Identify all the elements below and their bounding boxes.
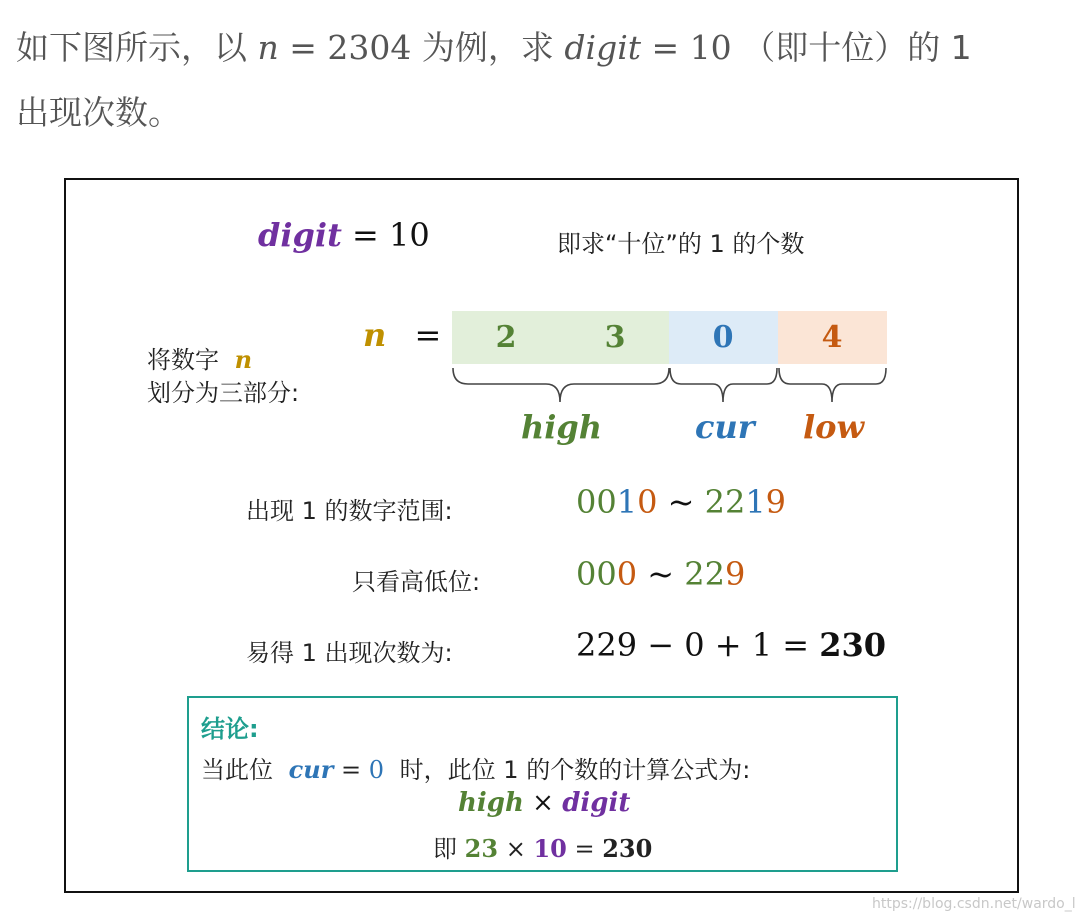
low-cell xyxy=(778,311,887,364)
digit-0: 0 xyxy=(712,320,734,355)
hilo-to-high: 22 xyxy=(684,555,725,593)
intro-equals-1: = xyxy=(289,28,317,67)
count-result: 230 xyxy=(819,626,887,664)
n-equals: = xyxy=(414,316,442,354)
count-expression xyxy=(576,626,886,664)
intro-n-variable: n xyxy=(257,28,279,67)
range-label: 出现 1 的数字范围: xyxy=(246,497,453,525)
hilo-to-low: 9 xyxy=(724,555,746,593)
range-to-cur: 1 xyxy=(745,483,766,521)
high-cell xyxy=(452,311,669,364)
range-from-high: 00 xyxy=(576,483,617,521)
range-from-low: 0 xyxy=(637,483,658,521)
range-to-low: 9 xyxy=(765,483,787,521)
cur-brace xyxy=(669,366,779,406)
count-label: 易得 1 出现次数为: xyxy=(246,639,453,667)
digit-3: 3 xyxy=(604,320,626,355)
range-expression xyxy=(576,483,786,521)
cur-label: cur xyxy=(695,408,755,446)
split-label-text: 将数字 xyxy=(147,346,219,374)
conclusion-line-1 xyxy=(201,750,750,785)
digit-definition xyxy=(258,216,430,254)
hilo-label: 只看高低位: xyxy=(352,568,481,596)
conclusion-text-post: 时，此位 1 的个数的计算公式为: xyxy=(399,756,751,784)
conclusion-text-pre: 当此位 xyxy=(201,756,273,784)
digit-equals-value: = 10 xyxy=(352,216,430,254)
range-from-cur: 1 xyxy=(616,483,638,521)
conclusion-cur-var: cur xyxy=(288,755,334,784)
watermark: https://blog.csdn.net/wardo_l xyxy=(872,896,1076,912)
low-brace xyxy=(778,366,888,406)
n-equation-label xyxy=(363,316,441,354)
conclusion-equals: = xyxy=(341,756,362,784)
split-label-line-2: 划分为三部分: xyxy=(147,379,300,407)
conclusion-formula xyxy=(458,788,630,818)
example-times: × xyxy=(505,835,526,863)
intro-n-value: 2304 xyxy=(327,28,412,67)
example-equals: = xyxy=(574,835,595,863)
example-result: 230 xyxy=(602,834,653,863)
low-label: low xyxy=(803,408,865,446)
intro-line-2: 出现次数。 xyxy=(16,93,181,132)
range-separator: ~ xyxy=(667,483,695,521)
intro-text-2: 为例，求 xyxy=(421,28,554,67)
cur-cell xyxy=(669,311,778,364)
split-label-n: n xyxy=(234,345,253,374)
hilo-from-high: 00 xyxy=(576,555,617,593)
digit-4: 4 xyxy=(821,320,843,355)
intro-line-1 xyxy=(16,22,972,69)
high-label: high xyxy=(521,408,603,446)
digit-label: digit xyxy=(258,216,342,254)
digit-2: 2 xyxy=(495,320,517,355)
goal-text: 即求“十位”的 1 的个数 xyxy=(557,230,805,258)
split-label-line-1 xyxy=(147,340,252,375)
intro-text-3: （即十位）的 1 xyxy=(742,28,972,67)
formula-high: high xyxy=(458,788,524,818)
n-label: n xyxy=(363,316,387,354)
count-formula: 229 − 0 + 1 = xyxy=(576,626,810,664)
hilo-separator: ~ xyxy=(647,555,675,593)
conclusion-title: 结论: xyxy=(201,715,259,743)
intro-digit-variable: digit xyxy=(564,28,642,67)
range-to-high: 22 xyxy=(704,483,746,521)
example-high-value: 23 xyxy=(464,834,499,863)
example-digit-value: 10 xyxy=(533,834,567,863)
hilo-from-low: 0 xyxy=(616,555,638,593)
high-brace xyxy=(452,366,670,406)
intro-equals-2: = xyxy=(651,28,680,67)
intro-text-1: 如下图所示，以 xyxy=(16,28,247,67)
formula-digit: digit xyxy=(562,788,631,818)
hilo-expression xyxy=(576,555,745,593)
intro-digit-value: 10 xyxy=(689,28,732,67)
example-prefix: 即 xyxy=(433,835,457,863)
formula-times: × xyxy=(532,788,554,818)
conclusion-cur-value: 0 xyxy=(368,756,385,784)
conclusion-example xyxy=(433,829,652,864)
